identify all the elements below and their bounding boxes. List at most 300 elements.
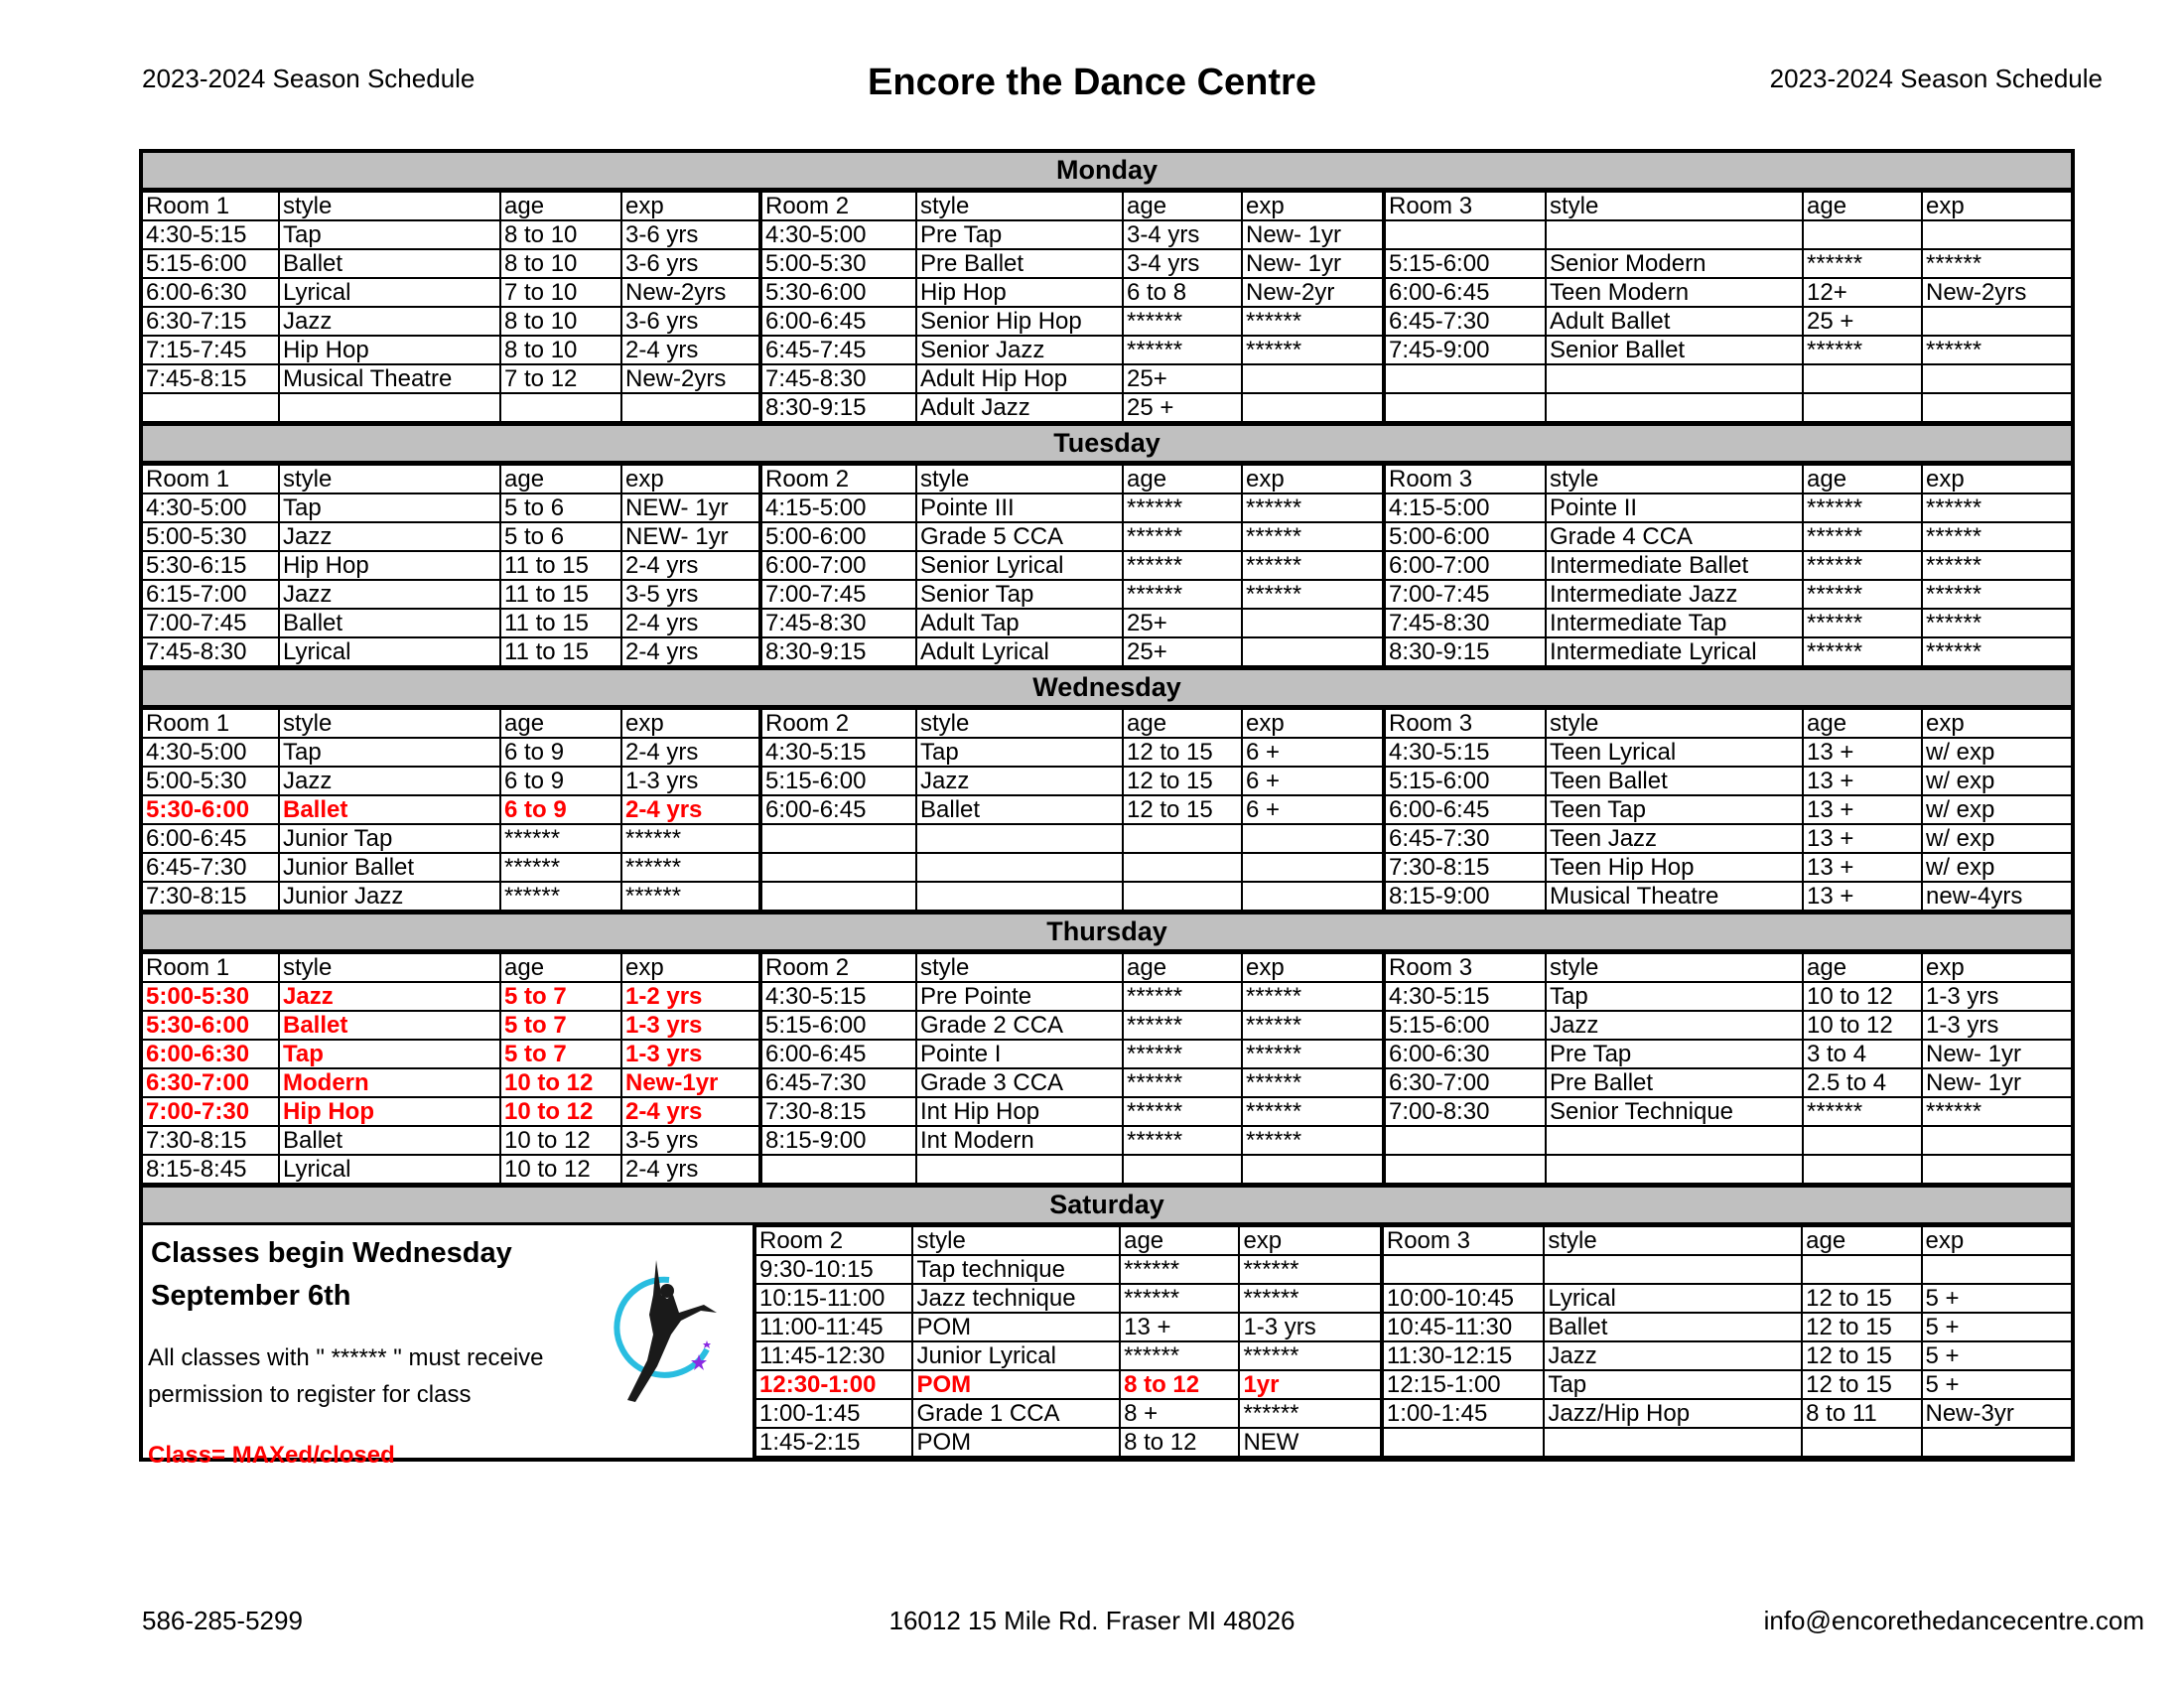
class-age: 8 to 10 xyxy=(500,336,621,364)
class-exp: ****** xyxy=(1242,1097,1384,1126)
header-right: 2023-2024 Season Schedule xyxy=(1769,64,2103,93)
class-style: Grade 3 CCA xyxy=(916,1068,1123,1097)
class-exp: 1-3 yrs xyxy=(1922,1011,2071,1040)
class-style: Teen Tap xyxy=(1546,795,1803,824)
class-exp xyxy=(1922,393,2071,422)
class-exp: ****** xyxy=(1922,336,2071,364)
class-exp: 5 + xyxy=(1922,1284,2072,1313)
class-exp xyxy=(1922,1126,2071,1155)
class-exp: New- 1yr xyxy=(1922,1040,2071,1068)
class-style: Teen Hip Hop xyxy=(1546,853,1803,882)
class-exp: ****** xyxy=(1922,609,2071,637)
class-age: ****** xyxy=(1120,1255,1239,1284)
class-style: Jazz technique xyxy=(912,1284,1120,1313)
class-style: Hip Hop xyxy=(279,336,500,364)
class-exp: 1-3 yrs xyxy=(621,767,760,795)
class-exp: w/ exp xyxy=(1922,853,2071,882)
class-time xyxy=(1384,393,1546,422)
class-time: 6:00-6:45 xyxy=(760,307,916,336)
class-style: Tap xyxy=(279,220,500,249)
column-header-row xyxy=(143,192,2071,220)
class-age: 8 to 12 xyxy=(1120,1428,1239,1457)
class-age: ****** xyxy=(1803,336,1922,364)
class-style: Pre Ballet xyxy=(916,249,1123,278)
column-header-age: age xyxy=(1123,709,1242,738)
class-style: Lyrical xyxy=(279,278,500,307)
class-style: Grade 4 CCA xyxy=(1546,522,1803,551)
class-style: Lyrical xyxy=(279,1155,500,1184)
class-exp: ****** xyxy=(1242,1126,1384,1155)
info-panel xyxy=(143,1225,756,1469)
column-header-style: style xyxy=(1546,465,1803,493)
table-row xyxy=(143,551,2071,580)
class-exp: 1-3 yrs xyxy=(1239,1313,1381,1341)
room-header: Room 1 xyxy=(143,709,279,738)
class-style: Lyrical xyxy=(279,637,500,666)
schedule-table-monday xyxy=(143,191,2071,423)
column-header-row xyxy=(756,1226,2071,1255)
class-exp: New-3yr xyxy=(1922,1399,2072,1428)
column-header-age: age xyxy=(1123,465,1242,493)
class-style: Adult Jazz xyxy=(916,393,1123,422)
class-age: 13 + xyxy=(1803,738,1922,767)
class-age: 5 to 7 xyxy=(500,1011,621,1040)
class-style: Jazz xyxy=(279,522,500,551)
room-header: Room 3 xyxy=(1382,1226,1544,1255)
class-exp xyxy=(1242,824,1384,853)
class-time: 9:30-10:15 xyxy=(756,1255,912,1284)
class-age: 8 to 12 xyxy=(1120,1370,1239,1399)
class-style: Tap xyxy=(1546,982,1803,1011)
class-style: Grade 1 CCA xyxy=(912,1399,1120,1428)
class-style: Teen Jazz xyxy=(1546,824,1803,853)
class-time: 10:45-11:30 xyxy=(1382,1313,1544,1341)
table-row xyxy=(143,364,2071,393)
class-style: Ballet xyxy=(279,249,500,278)
class-time: 5:00-5:30 xyxy=(760,249,916,278)
column-header-exp: exp xyxy=(1239,1226,1381,1255)
class-style: Hip Hop xyxy=(916,278,1123,307)
class-age: 25+ xyxy=(1123,609,1242,637)
class-exp xyxy=(1922,1428,2072,1457)
saturday-section xyxy=(143,1225,2071,1469)
class-age: ****** xyxy=(1803,493,1922,522)
class-style: Ballet xyxy=(279,1126,500,1155)
schedule-sheet xyxy=(139,149,2075,1469)
column-header-age: age xyxy=(1120,1226,1239,1255)
class-exp: ****** xyxy=(1242,1011,1384,1040)
column-header-row xyxy=(143,709,2071,738)
column-header-style: style xyxy=(1544,1226,1802,1255)
class-exp: w/ exp xyxy=(1922,795,2071,824)
class-time: 6:30-7:00 xyxy=(1384,1068,1546,1097)
class-style xyxy=(916,1155,1123,1184)
class-style: Grade 2 CCA xyxy=(916,1011,1123,1040)
class-age: 6 to 8 xyxy=(1123,278,1242,307)
table-row xyxy=(756,1284,2071,1313)
class-exp: ****** xyxy=(621,853,760,882)
class-style xyxy=(1544,1428,1802,1457)
class-style: Ballet xyxy=(1544,1313,1802,1341)
class-exp: 2-4 yrs xyxy=(621,1097,760,1126)
class-time: 1:00-1:45 xyxy=(756,1399,912,1428)
class-style: Grade 5 CCA xyxy=(916,522,1123,551)
table-row xyxy=(143,220,2071,249)
column-header-exp: exp xyxy=(621,192,760,220)
class-exp: ****** xyxy=(1922,637,2071,666)
column-header-style: style xyxy=(1546,192,1803,220)
class-exp: 2-4 yrs xyxy=(621,551,760,580)
class-time: 8:15-9:00 xyxy=(760,1126,916,1155)
class-time xyxy=(1384,220,1546,249)
column-header-style: style xyxy=(916,953,1123,982)
class-age xyxy=(1123,824,1242,853)
room-header: Room 3 xyxy=(1384,465,1546,493)
class-time: 10:15-11:00 xyxy=(756,1284,912,1313)
class-style xyxy=(1546,393,1803,422)
class-age: 25+ xyxy=(1123,637,1242,666)
class-age: 13 + xyxy=(1803,824,1922,853)
class-exp xyxy=(1242,393,1384,422)
class-exp: 5 + xyxy=(1922,1341,2072,1370)
class-exp: ****** xyxy=(1239,1399,1381,1428)
class-exp: 6 + xyxy=(1242,738,1384,767)
class-time xyxy=(760,824,916,853)
table-row xyxy=(143,307,2071,336)
class-age: ****** xyxy=(1123,1097,1242,1126)
class-style xyxy=(1546,364,1803,393)
column-header-age: age xyxy=(1803,953,1922,982)
class-age xyxy=(1802,1255,1921,1284)
class-age: 12 to 15 xyxy=(1123,738,1242,767)
class-age: ****** xyxy=(1803,1097,1922,1126)
class-time: 7:00-7:30 xyxy=(143,1097,279,1126)
column-header-row xyxy=(143,953,2071,982)
class-exp: w/ exp xyxy=(1922,767,2071,795)
table-row xyxy=(143,982,2071,1011)
class-age: ****** xyxy=(1123,522,1242,551)
class-age xyxy=(500,393,621,422)
class-style: POM xyxy=(912,1313,1120,1341)
class-age: 3-4 yrs xyxy=(1123,220,1242,249)
class-time: 6:30-7:00 xyxy=(143,1068,279,1097)
class-age: 6 to 9 xyxy=(500,767,621,795)
class-style: Pre Ballet xyxy=(1546,1068,1803,1097)
column-header-age: age xyxy=(500,465,621,493)
footer-address: 16012 15 Mile Rd. Fraser MI 48026 xyxy=(888,1606,1296,1635)
room-header: Room 3 xyxy=(1384,192,1546,220)
class-time: 5:15-6:00 xyxy=(143,249,279,278)
room-header: Room 3 xyxy=(1384,709,1546,738)
class-age: 8 to 10 xyxy=(500,307,621,336)
class-age: 2.5 to 4 xyxy=(1803,1068,1922,1097)
class-time: 7:30-8:15 xyxy=(1384,853,1546,882)
column-header-exp: exp xyxy=(621,709,760,738)
class-age: 12 to 15 xyxy=(1802,1284,1921,1313)
class-style: Tap xyxy=(1544,1370,1802,1399)
class-time xyxy=(760,853,916,882)
class-time: 7:45-8:30 xyxy=(760,609,916,637)
class-age xyxy=(1123,853,1242,882)
class-age: 8 to 10 xyxy=(500,220,621,249)
class-age: ****** xyxy=(500,882,621,911)
class-age: 25+ xyxy=(1123,364,1242,393)
class-style xyxy=(1546,1155,1803,1184)
class-style: Jazz/Hip Hop xyxy=(1544,1399,1802,1428)
table-row xyxy=(143,853,2071,882)
class-age: ****** xyxy=(1123,336,1242,364)
class-style: Pre Tap xyxy=(916,220,1123,249)
table-row xyxy=(143,249,2071,278)
class-style: Senior Tap xyxy=(916,580,1123,609)
class-age xyxy=(1123,882,1242,911)
class-style: Intermediate Tap xyxy=(1546,609,1803,637)
class-age: 12+ xyxy=(1803,278,1922,307)
class-time: 6:00-7:00 xyxy=(760,551,916,580)
class-age xyxy=(1803,393,1922,422)
class-style: POM xyxy=(912,1370,1120,1399)
column-header-exp: exp xyxy=(621,465,760,493)
column-header-style: style xyxy=(1546,709,1803,738)
class-time: 6:00-6:30 xyxy=(143,1040,279,1068)
class-style: Junior Tap xyxy=(279,824,500,853)
class-exp: New-2yrs xyxy=(1922,278,2071,307)
class-time: 1:00-1:45 xyxy=(1382,1399,1544,1428)
class-exp: New-2yr xyxy=(1242,278,1384,307)
column-header-age: age xyxy=(1803,192,1922,220)
class-age: 8 to 10 xyxy=(500,249,621,278)
class-time: 7:00-7:45 xyxy=(143,609,279,637)
class-exp: new-4yrs xyxy=(1922,882,2071,911)
class-age: 5 to 6 xyxy=(500,493,621,522)
table-row xyxy=(143,493,2071,522)
column-header-exp: exp xyxy=(1922,1226,2072,1255)
column-header-age: age xyxy=(1803,709,1922,738)
class-style: Senior Lyrical xyxy=(916,551,1123,580)
column-header-age: age xyxy=(1123,192,1242,220)
class-exp: ****** xyxy=(1242,1040,1384,1068)
class-time: 6:45-7:45 xyxy=(760,336,916,364)
class-time: 5:30-6:00 xyxy=(760,278,916,307)
closed-legend: Class= MAXed/closed xyxy=(148,1442,395,1469)
column-header-exp: exp xyxy=(1922,953,2071,982)
class-exp: 3-6 yrs xyxy=(621,220,760,249)
class-exp: ****** xyxy=(1242,551,1384,580)
class-time: 4:15-5:00 xyxy=(760,493,916,522)
class-time: 4:30-5:15 xyxy=(760,738,916,767)
class-age: ****** xyxy=(1123,1011,1242,1040)
class-exp: ****** xyxy=(1922,249,2071,278)
table-row xyxy=(143,795,2071,824)
class-age: ****** xyxy=(1803,580,1922,609)
class-age: 10 to 12 xyxy=(1803,1011,1922,1040)
class-age: 3-4 yrs xyxy=(1123,249,1242,278)
class-exp: NEW xyxy=(1239,1428,1381,1457)
class-style: Int Modern xyxy=(916,1126,1123,1155)
table-row xyxy=(143,278,2071,307)
class-time: 4:30-5:00 xyxy=(143,738,279,767)
class-style: Teen Ballet xyxy=(1546,767,1803,795)
class-age: ****** xyxy=(1803,522,1922,551)
class-style xyxy=(1546,220,1803,249)
class-age: ****** xyxy=(1123,551,1242,580)
column-header-style: style xyxy=(916,709,1123,738)
class-age xyxy=(1803,220,1922,249)
class-age: ****** xyxy=(1123,1040,1242,1068)
class-exp: 1-3 yrs xyxy=(621,1011,760,1040)
column-header-exp: exp xyxy=(1242,465,1384,493)
class-exp xyxy=(1242,882,1384,911)
class-time xyxy=(1384,364,1546,393)
class-exp: ****** xyxy=(621,824,760,853)
class-time: 6:15-7:00 xyxy=(143,580,279,609)
class-exp: ****** xyxy=(1242,493,1384,522)
class-exp: 2-4 yrs xyxy=(621,1155,760,1184)
class-style: Teen Lyrical xyxy=(1546,738,1803,767)
table-row xyxy=(143,1097,2071,1126)
class-age xyxy=(1803,364,1922,393)
class-time: 4:30-5:00 xyxy=(760,220,916,249)
column-header-style: style xyxy=(279,192,500,220)
class-time: 5:30-6:00 xyxy=(143,795,279,824)
start-date-line1: Classes begin Wednesday xyxy=(151,1237,512,1269)
table-row xyxy=(143,580,2071,609)
class-age: 6 to 9 xyxy=(500,738,621,767)
column-header-exp: exp xyxy=(1922,465,2071,493)
class-age: 13 + xyxy=(1803,882,1922,911)
class-time xyxy=(1384,1126,1546,1155)
class-style: Int Hip Hop xyxy=(916,1097,1123,1126)
class-exp: 6 + xyxy=(1242,767,1384,795)
class-style: Ballet xyxy=(279,795,500,824)
class-exp: NEW- 1yr xyxy=(621,522,760,551)
class-style: Senior Jazz xyxy=(916,336,1123,364)
class-time: 8:15-8:45 xyxy=(143,1155,279,1184)
class-exp: ****** xyxy=(1242,522,1384,551)
class-exp: 2-4 yrs xyxy=(621,336,760,364)
class-exp: New- 1yr xyxy=(1922,1068,2071,1097)
class-exp xyxy=(1242,1155,1384,1184)
class-style: Modern xyxy=(279,1068,500,1097)
class-style: Teen Modern xyxy=(1546,278,1803,307)
class-time: 6:45-7:30 xyxy=(143,853,279,882)
class-time: 5:15-6:00 xyxy=(1384,767,1546,795)
class-time: 6:00-6:30 xyxy=(1384,1040,1546,1068)
day-header-wednesday: Wednesday xyxy=(143,667,2071,708)
class-exp: 2-4 yrs xyxy=(621,637,760,666)
column-header-style: style xyxy=(279,465,500,493)
class-exp: ****** xyxy=(621,882,760,911)
column-header-exp: exp xyxy=(1242,953,1384,982)
class-style: Senior Technique xyxy=(1546,1097,1803,1126)
class-time: 7:00-7:45 xyxy=(1384,580,1546,609)
column-header-exp: exp xyxy=(1242,192,1384,220)
class-time xyxy=(760,882,916,911)
class-age: 5 to 7 xyxy=(500,982,621,1011)
class-time: 7:45-8:30 xyxy=(1384,609,1546,637)
class-style: Pointe II xyxy=(1546,493,1803,522)
table-row xyxy=(143,609,2071,637)
class-exp xyxy=(1922,1255,2072,1284)
footer-phone: 586-285-5299 xyxy=(142,1606,303,1635)
class-style xyxy=(916,882,1123,911)
class-time: 5:15-6:00 xyxy=(760,1011,916,1040)
column-header-style: style xyxy=(1546,953,1803,982)
class-age: 13 + xyxy=(1803,795,1922,824)
class-time: 5:30-6:15 xyxy=(143,551,279,580)
class-time xyxy=(1382,1428,1544,1457)
class-time: 8:30-9:15 xyxy=(760,393,916,422)
class-age: 11 to 15 xyxy=(500,580,621,609)
class-style: Jazz xyxy=(1544,1341,1802,1370)
class-exp: 2-4 yrs xyxy=(621,738,760,767)
class-age: ****** xyxy=(1803,249,1922,278)
permission-note-line1: All classes with " ****** " must receive xyxy=(148,1344,544,1371)
class-exp: ****** xyxy=(1242,982,1384,1011)
class-time: 6:00-6:45 xyxy=(1384,278,1546,307)
table-row xyxy=(143,393,2071,422)
class-exp: ****** xyxy=(1239,1284,1381,1313)
class-exp: New-2yrs xyxy=(621,278,760,307)
class-age: ****** xyxy=(1803,637,1922,666)
table-row xyxy=(756,1341,2071,1370)
class-age: 5 to 7 xyxy=(500,1040,621,1068)
column-header-exp: exp xyxy=(1922,192,2071,220)
class-style xyxy=(1544,1255,1802,1284)
room-header: Room 1 xyxy=(143,465,279,493)
class-age: ****** xyxy=(500,824,621,853)
class-time: 8:30-9:15 xyxy=(1384,637,1546,666)
class-time: 7:45-8:30 xyxy=(143,637,279,666)
class-exp xyxy=(1242,637,1384,666)
class-age: 12 to 15 xyxy=(1802,1370,1921,1399)
class-time: 6:45-7:30 xyxy=(1384,824,1546,853)
column-header-age: age xyxy=(500,953,621,982)
class-exp: 3-5 yrs xyxy=(621,1126,760,1155)
column-header-age: age xyxy=(1123,953,1242,982)
class-age: ****** xyxy=(1123,580,1242,609)
column-header-style: style xyxy=(916,192,1123,220)
column-header-style: style xyxy=(279,709,500,738)
class-style: POM xyxy=(912,1428,1120,1457)
class-style: Ballet xyxy=(279,1011,500,1040)
column-header-exp: exp xyxy=(1242,709,1384,738)
class-age: 10 to 12 xyxy=(500,1097,621,1126)
class-age: 6 to 9 xyxy=(500,795,621,824)
column-header-age: age xyxy=(500,192,621,220)
class-age: ****** xyxy=(1123,493,1242,522)
class-time: 6:00-6:45 xyxy=(760,795,916,824)
class-style: Intermediate Ballet xyxy=(1546,551,1803,580)
class-style: Junior Ballet xyxy=(279,853,500,882)
class-time: 5:00-6:00 xyxy=(760,522,916,551)
class-style: Adult Tap xyxy=(916,609,1123,637)
page-title: Encore the Dance Centre xyxy=(868,62,1316,103)
class-time: 12:15-1:00 xyxy=(1382,1370,1544,1399)
class-style: Junior Jazz xyxy=(279,882,500,911)
class-age xyxy=(1802,1428,1921,1457)
class-style: Adult Hip Hop xyxy=(916,364,1123,393)
day-header-tuesday: Tuesday xyxy=(143,423,2071,464)
class-age xyxy=(1803,1155,1922,1184)
class-time: 5:15-6:00 xyxy=(1384,249,1546,278)
class-time: 7:30-8:15 xyxy=(760,1097,916,1126)
class-time: 4:15-5:00 xyxy=(1384,493,1546,522)
class-style: Pre Pointe xyxy=(916,982,1123,1011)
class-style: Tap xyxy=(279,1040,500,1068)
class-time: 5:00-5:30 xyxy=(143,767,279,795)
class-age: ****** xyxy=(1120,1284,1239,1313)
